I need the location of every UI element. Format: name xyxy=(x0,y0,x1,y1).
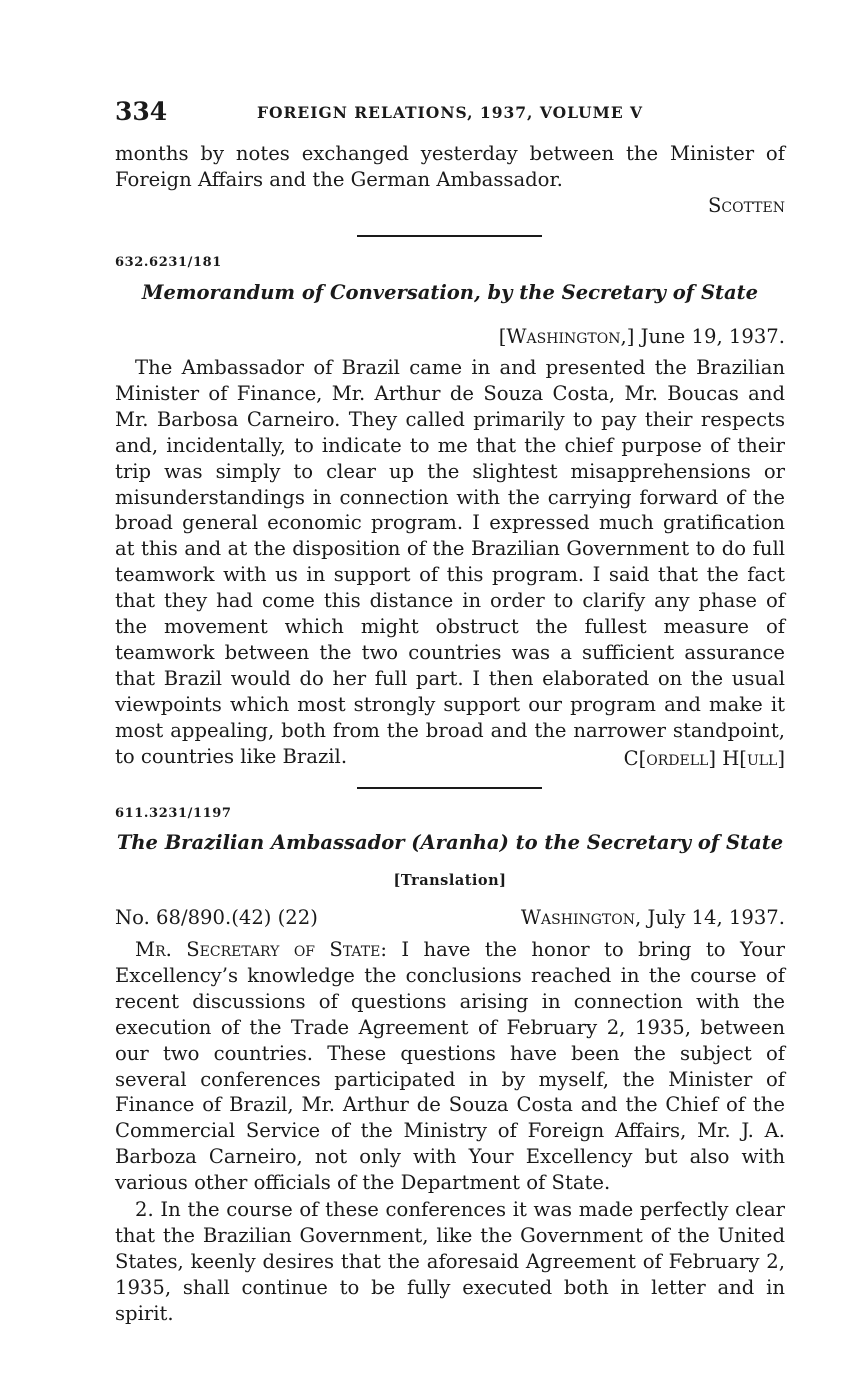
document-title: The Brazilian Ambassador (Aranha) to the Secretary of State xyxy=(116,831,784,854)
translation-note: [Translation] xyxy=(393,872,507,889)
dateline xyxy=(115,324,785,350)
file-number: 611.3231/1197 xyxy=(115,806,232,821)
reference-number: No. 68/890.(42) (22) xyxy=(115,906,318,929)
letter-paragraph-2: 2. In the course of these conferences it was made perfectly clear that the Brazilian Government, like the Government of the United States, keenly desires that the aforesaid Agreement of February 2, 1935, shall continue to be fully executed both in letter and in spirit. xyxy=(115,1198,785,1325)
memorandum-signature: C[ordell] H[ull] xyxy=(623,747,785,770)
file-number: 632.6231/181 xyxy=(115,255,222,270)
document-title: Memorandum of Conversation, by the Secretary of State xyxy=(141,281,759,304)
dateline-place: [Washington,] xyxy=(498,325,635,348)
memorandum-body: The Ambassador of Brazil came in and presented the Brazilian Minister of Finance, Mr. Arthur de Souza Costa, Mr. Boucas and Mr. Barbosa Carneiro. They called primarily to pay their respects and, incidentally, to indicate to me that the chief purpose of their trip was simply to clear up the slightest misapprehensions or misunderstandings in connection with the carrying forward of the broad general economic program. I expressed much gratification at this and at the disposition of the Brazilian Government to do full teamwork with us in support of this program. I said that the fact that they had come this distance in order to clarify any phase of the movement which might obstruct the fullest measure of teamwork between the two countries was a sufficient assurance that Brazil would do her full part. I then elaborated on the usual viewpoints which most strongly support our program and make it most appealing, both from the broad and the narrower standpoint, to countries like Brazil. xyxy=(115,356,785,768)
page-header xyxy=(115,97,785,127)
running-title: FOREIGN RELATIONS, 1937, VOLUME V xyxy=(257,103,644,122)
salutation: Mr. Secretary of State: xyxy=(135,938,387,961)
continuation-text: months by notes exchanged yesterday between the Minister of Foreign Affairs and the German Ambassador. xyxy=(115,142,785,191)
letter-paragraph-1 xyxy=(115,937,785,1196)
paragraph-text: I have the honor to bring to Your Excellency’s knowledge the conclusions reached in the course of recent discussions of questions arising in connection with the execution of the Trade Agreement of February 2, 1935, between our two countries. These questions have been the subject of several conferences participated in by myself, the Minister of Finance of Brazil, Mr. Arthur de Souza Costa and the Chief of the Commercial Service of the Ministry of Foreign Affairs, Mr. J. A. Barboza Carneiro, not only with Your Excellency but also with various other officials of the Department of State. xyxy=(115,938,785,1195)
continuation-signature: Scotten xyxy=(707,194,785,217)
dateline-date: July 14, 1937. xyxy=(647,906,785,929)
section-divider xyxy=(357,235,542,237)
page-number: 334 xyxy=(115,97,168,126)
dateline-date: June 19, 1937. xyxy=(640,325,785,348)
dateline xyxy=(521,906,785,929)
dateline-place: Washington, xyxy=(520,906,642,929)
section-divider xyxy=(357,787,542,789)
